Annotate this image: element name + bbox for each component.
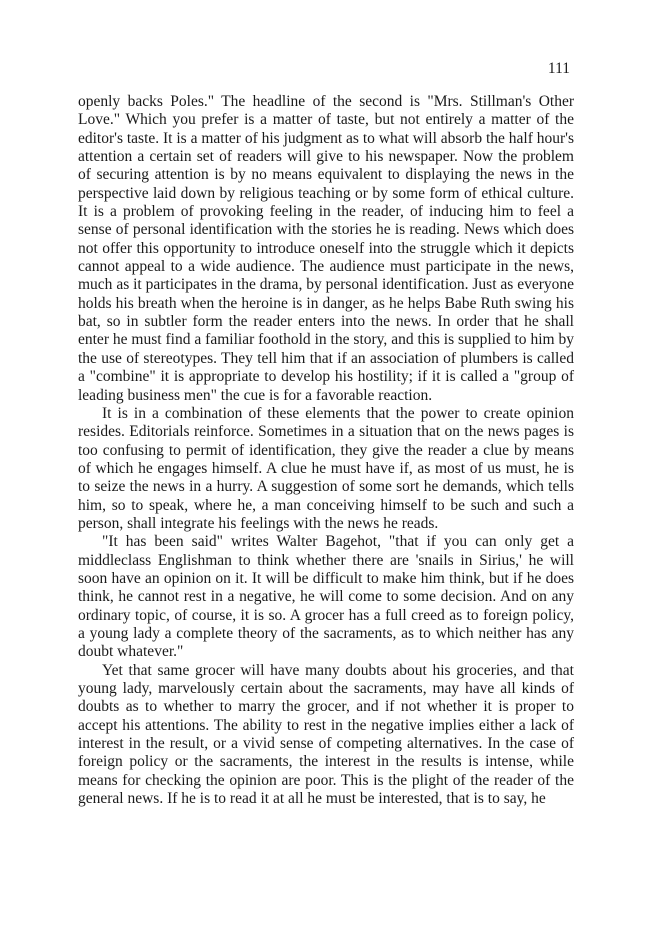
body-text [78,93,574,808]
paragraph: It is in a combination of these elements that the power to create opinion resides. Editorials reinforce. Sometimes in a situation that on the news pages is too confusing to permit of identification, they give the reader a clue by means of which he engages himself. A clue he must have if, as most of us must, he is to seize the news in a hurry. A suggestion of some sort he demands, which tells him, so to speak, where he, a man conceiving himself to be such and such a person, shall integrate his feelings with the news he reads. [78,404,574,532]
paragraph: Yet that same grocer will have many doubts about his groceries, and that young lady, marvelously certain about the sacraments, may have all kinds of doubts as to whether to marry the grocer, and if not whether it is proper to accept his attentions. The ability to rest in the negative implies either a lack of interest in the result, or a vivid sense of competing alternatives. In the case of foreign policy or the sacraments, the interest in the results is intense, while means for checking the opinion are poor. This is the plight of the reader of the general news. If he is to read it at all he must be interested, that is to say, he [78,661,574,808]
paragraph: openly backs Poles." The headline of the second is "Mrs. Stillman's Other Love." Which you prefer is a matter of taste, but not entirely a matter of the editor's taste. It is a matter of his judgment as to what will absorb the half hour's attention a certain set of readers will give to his newspaper. Now the problem of securing attention is by no means equivalent to displaying the news in the perspective laid down by religious teaching or by some form of ethical culture. It is a problem of provoking feeling in the reader, of inducing him to feel a sense of personal identification with the stories he is reading. News which does not offer this opportunity to introduce oneself into the struggle which it depicts cannot appeal to a wide audience. The audience must participate in the news, much as it participates in the drama, by personal identification. Just as everyone holds his breath when the heroine is in danger, as he helps Babe Ruth swing his bat, so in subtler form the reader enters into the news. In order that he shall enter he must find a familiar foothold in the story, and this is supplied to him by the use of stereotypes. They tell him that if an association of plumbers is called a "combine" it is appropriate to develop his hostility; if it is called a "group of leading business men" the cue is for a favorable reaction. [78,93,574,404]
page-number: 111 [547,60,570,77]
paragraph: "It has been said" writes Walter Bagehot, "that if you can only get a middleclass Englishman to think whether there are 'snails in Sirius,' he will soon have an opinion on it. It will be difficult to make him think, but if he does think, he cannot rest in a negative, he will come to some decision. And on any ordinary topic, of course, it is so. A grocer has a full creed as to foreign policy, a young lady a complete theory of the sacraments, as to which neither has any doubt whatever." [78,533,574,661]
